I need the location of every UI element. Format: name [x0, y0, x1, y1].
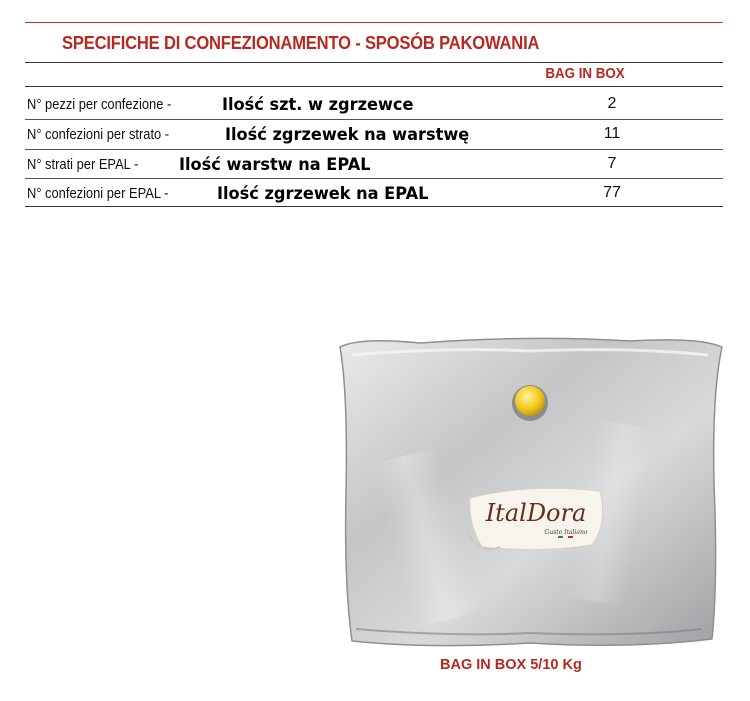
row-label-polish: Ilość zgrzewek na EPAL — [217, 184, 429, 203]
row-divider — [25, 119, 723, 120]
title-underline — [25, 62, 723, 63]
product-caption: BAG IN BOX 5/10 Kg — [440, 657, 582, 673]
top-rule — [25, 22, 723, 23]
row-label-italian: N° strati per EPAL - — [27, 156, 139, 173]
row-divider — [25, 178, 723, 179]
bag-in-box-product-image — [330, 333, 730, 653]
column-header-bag-in-box: BAG IN BOX — [545, 66, 625, 82]
brand-label — [468, 488, 603, 549]
row-label-italian: N° confezioni per strato - — [27, 126, 170, 143]
row-label-polish: Ilość szt. w zgrzewce — [222, 95, 414, 114]
row-label-polish: Ilość warstw na EPAL — [179, 155, 371, 174]
row-value: 2 — [607, 95, 617, 112]
row-label-italian: N° confezioni per EPAL - — [27, 185, 169, 202]
table-row — [27, 181, 723, 205]
table-row — [27, 122, 723, 146]
row-divider — [25, 149, 723, 150]
brand-name: ItalDora — [485, 499, 587, 527]
row-value: 7 — [607, 155, 617, 172]
row-label-italian: N° pezzi per confezione - — [27, 96, 172, 113]
table-row — [27, 152, 723, 176]
table-bottom-rule — [25, 206, 723, 207]
header-underline — [25, 86, 723, 87]
row-label-polish: Ilość zgrzewek na warstwę — [225, 125, 470, 144]
row-value: 11 — [603, 125, 621, 142]
page-title: SPECIFICHE DI CONFEZIONAMENTO - SPOSÓB PAKOWANIA — [62, 33, 540, 53]
row-value: 77 — [603, 184, 621, 201]
table-row — [27, 92, 723, 116]
brand-tagline: Gusto Italiano — [544, 529, 588, 536]
